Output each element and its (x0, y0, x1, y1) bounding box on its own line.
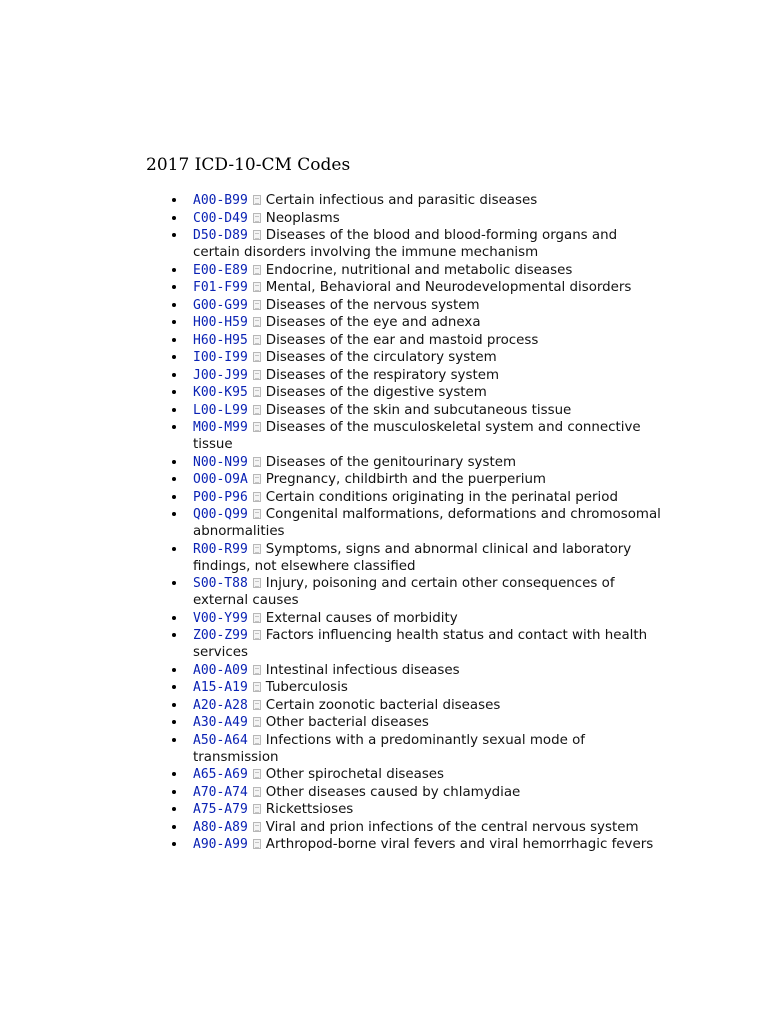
code-description: Diseases of the genitourinary system (265, 454, 516, 470)
bullet-dot (172, 825, 176, 829)
bullet-dot (172, 547, 176, 551)
code-description: External causes of morbidity (265, 610, 458, 626)
bullet-dot (172, 408, 176, 412)
code-description: Other diseases caused by chlamydiae (265, 784, 521, 800)
document-icon[interactable] (253, 630, 261, 640)
code-list-item (193, 836, 663, 853)
bullet-dot (172, 738, 176, 742)
code-list-item (193, 297, 663, 314)
document-icon[interactable] (253, 317, 261, 327)
document-icon[interactable] (253, 839, 261, 849)
document-icon[interactable] (253, 474, 261, 484)
code-range-link[interactable]: E00-E89 (193, 262, 248, 278)
code-description: Diseases of the eye and adnexa (265, 315, 481, 330)
code-description: Other spirochetal diseases (265, 767, 445, 782)
code-list-item (193, 279, 663, 296)
document-icon[interactable] (253, 769, 261, 779)
code-description: Diseases of the circulatory system (265, 350, 497, 365)
code-list-item (193, 314, 663, 331)
code-description: Mental, Behavioral and Neurodevelopmental disorders (265, 280, 632, 295)
bullet-dot (172, 320, 176, 324)
bullet-dot (172, 285, 176, 289)
code-description: Diseases of the nervous system (265, 297, 480, 313)
document-icon[interactable] (253, 230, 261, 240)
code-range-link[interactable]: O00-O9A (193, 472, 248, 487)
code-list-item (193, 227, 663, 261)
code-list-item (193, 489, 663, 506)
code-list-item (193, 506, 663, 540)
code-list-item (193, 819, 663, 836)
code-list-item (193, 784, 663, 801)
document-icon[interactable] (253, 613, 261, 623)
document-icon[interactable] (253, 682, 261, 692)
code-range-link[interactable]: A00-B99 (193, 193, 248, 208)
code-description: Diseases of the blood and blood-forming organs and certain disorders involving the immune mechanism (193, 228, 618, 260)
bullet-dot (172, 233, 176, 237)
bullet-dot (172, 720, 176, 724)
code-range-link[interactable]: A00-A09 (193, 662, 248, 678)
bullet-dot (172, 373, 176, 377)
code-range-link[interactable]: G00-G99 (193, 297, 248, 313)
bullet-dot (172, 685, 176, 689)
code-range-link[interactable]: K00-K95 (193, 385, 248, 400)
document-icon[interactable] (253, 265, 261, 275)
bullet-dot (172, 216, 176, 220)
code-list-item (193, 454, 663, 471)
code-range-link[interactable]: F01-F99 (193, 280, 248, 295)
code-range-link[interactable]: A20-A28 (193, 697, 248, 713)
bullet-dot (172, 512, 176, 516)
code-list-item (193, 766, 663, 783)
code-description: Intestinal infectious diseases (265, 662, 460, 678)
bullet-dot (172, 772, 176, 776)
code-description: Diseases of the musculoskeletal system and connective tissue (193, 420, 641, 452)
document-icon[interactable] (253, 492, 261, 502)
bullet-dot (172, 198, 176, 202)
code-description: Symptoms, signs and abnormal clinical and laboratory findings, not elsewhere classified (193, 541, 632, 574)
code-list-item (193, 732, 663, 766)
code-range-link[interactable]: C00-D49 (193, 210, 248, 226)
bullet-dot (172, 495, 176, 499)
bullet-dot (172, 581, 176, 585)
code-description: Certain infectious and parasitic diseases (265, 193, 538, 208)
bullet-dot (172, 425, 176, 429)
code-range-link[interactable]: Q00-Q99 (193, 507, 248, 522)
code-list-item (193, 662, 663, 679)
code-range-link[interactable]: L00-L99 (193, 402, 248, 418)
code-range-link[interactable]: P00-P96 (193, 489, 248, 505)
code-description: Arthropod-borne viral fevers and viral hemorrhagic fevers (265, 837, 654, 852)
code-list-item (193, 384, 663, 401)
code-range-link[interactable]: D50-D89 (193, 228, 248, 243)
code-description: Other bacterial diseases (265, 715, 429, 730)
document-icon[interactable] (253, 665, 261, 675)
code-description: Rickettsioses (265, 802, 354, 817)
code-list-item (193, 402, 663, 419)
bullet-dot (172, 668, 176, 672)
code-description: Pregnancy, childbirth and the puerperium (265, 472, 546, 487)
code-description: Certain zoonotic bacterial diseases (265, 697, 501, 713)
code-description: Infections with a predominantly sexual mode of transmission (193, 732, 586, 765)
bullet-dot (172, 790, 176, 794)
code-list-item (193, 262, 663, 279)
bullet-dot (172, 303, 176, 307)
document-icon[interactable] (253, 352, 261, 362)
bullet-dot (172, 460, 176, 464)
code-list-item (193, 575, 663, 609)
bullet-dot (172, 390, 176, 394)
document-icon[interactable] (253, 387, 261, 397)
bullet-dot (172, 268, 176, 272)
document-icon[interactable] (253, 195, 261, 205)
code-list-item (193, 332, 663, 349)
code-description: Neoplasms (265, 210, 340, 226)
code-range-link[interactable]: J00-J99 (193, 367, 248, 383)
code-range-link[interactable]: M00-M99 (193, 420, 248, 435)
code-list (193, 192, 663, 854)
code-list-item (193, 627, 663, 661)
document-icon[interactable] (253, 509, 261, 519)
code-list-item (193, 697, 663, 714)
code-range-link[interactable]: A30-A49 (193, 715, 248, 730)
document-icon[interactable] (253, 717, 261, 727)
code-description: Congenital malformations, deformations and chromosomal abnormalities (193, 507, 661, 539)
bullet-dot (172, 355, 176, 359)
code-list-item (193, 210, 663, 227)
bullet-dot (172, 842, 176, 846)
document-icon[interactable] (253, 700, 261, 710)
code-description: Injury, poisoning and certain other consequences of external causes (193, 576, 615, 608)
document-icon[interactable] (253, 405, 261, 415)
code-range-link[interactable]: A80-A89 (193, 819, 248, 835)
document-icon[interactable] (253, 213, 261, 223)
code-list-item (193, 419, 663, 453)
code-range-link[interactable]: A70-A74 (193, 784, 248, 800)
code-list-item (193, 610, 663, 627)
code-description: Endocrine, nutritional and metabolic diseases (265, 262, 573, 278)
bullet-dot (172, 338, 176, 342)
document-icon[interactable] (253, 335, 261, 345)
code-range-link[interactable]: Z00-Z99 (193, 628, 248, 643)
document-icon[interactable] (253, 735, 261, 745)
code-description: Viral and prion infections of the central nervous system (265, 819, 639, 835)
code-list-item (193, 714, 663, 731)
bullet-dot (172, 703, 176, 707)
code-range-link[interactable]: I00-I99 (193, 350, 248, 365)
document-icon[interactable] (253, 578, 261, 588)
code-list-item (193, 801, 663, 818)
code-description: Factors influencing health status and contact with health services (193, 628, 648, 660)
code-range-link[interactable]: V00-Y99 (193, 610, 248, 626)
bullet-dot (172, 807, 176, 811)
code-range-link[interactable]: A15-A19 (193, 680, 248, 695)
bullet-dot (172, 616, 176, 620)
document-icon[interactable] (253, 370, 261, 380)
document-icon[interactable] (253, 422, 261, 432)
code-range-link[interactable]: A65-A69 (193, 767, 248, 782)
code-range-link[interactable]: R00-R99 (193, 541, 248, 557)
document-icon[interactable] (253, 787, 261, 797)
page-title: 2017 ICD-10-CM Codes (146, 155, 351, 175)
document-icon[interactable] (253, 804, 261, 814)
code-description: Diseases of the digestive system (265, 385, 487, 400)
code-list-item (193, 541, 663, 575)
code-range-link[interactable]: A50-A64 (193, 732, 248, 748)
bullet-dot (172, 477, 176, 481)
code-range-link[interactable]: N00-N99 (193, 454, 248, 470)
code-description: Certain conditions originating in the perinatal period (265, 489, 618, 505)
code-list-item (193, 349, 663, 366)
code-description: Tuberculosis (265, 680, 348, 695)
code-range-link[interactable]: A90-A99 (193, 837, 248, 852)
code-description: Diseases of the respiratory system (265, 367, 499, 383)
document-icon[interactable] (253, 300, 261, 310)
code-description: Diseases of the skin and subcutaneous tissue (265, 402, 572, 418)
code-list-item (193, 679, 663, 696)
code-list-item (193, 192, 663, 209)
document-icon[interactable] (253, 822, 261, 832)
document-icon[interactable] (253, 457, 261, 467)
code-description: Diseases of the ear and mastoid process (265, 332, 539, 348)
bullet-dot (172, 633, 176, 637)
code-range-link[interactable]: H60-H95 (193, 332, 248, 348)
code-range-link[interactable]: H00-H59 (193, 315, 248, 330)
document-icon[interactable] (253, 282, 261, 292)
code-list-item (193, 471, 663, 488)
code-range-link[interactable]: S00-T88 (193, 576, 248, 591)
document-icon[interactable] (253, 544, 261, 554)
code-list-item (193, 367, 663, 384)
code-range-link[interactable]: A75-A79 (193, 802, 248, 817)
